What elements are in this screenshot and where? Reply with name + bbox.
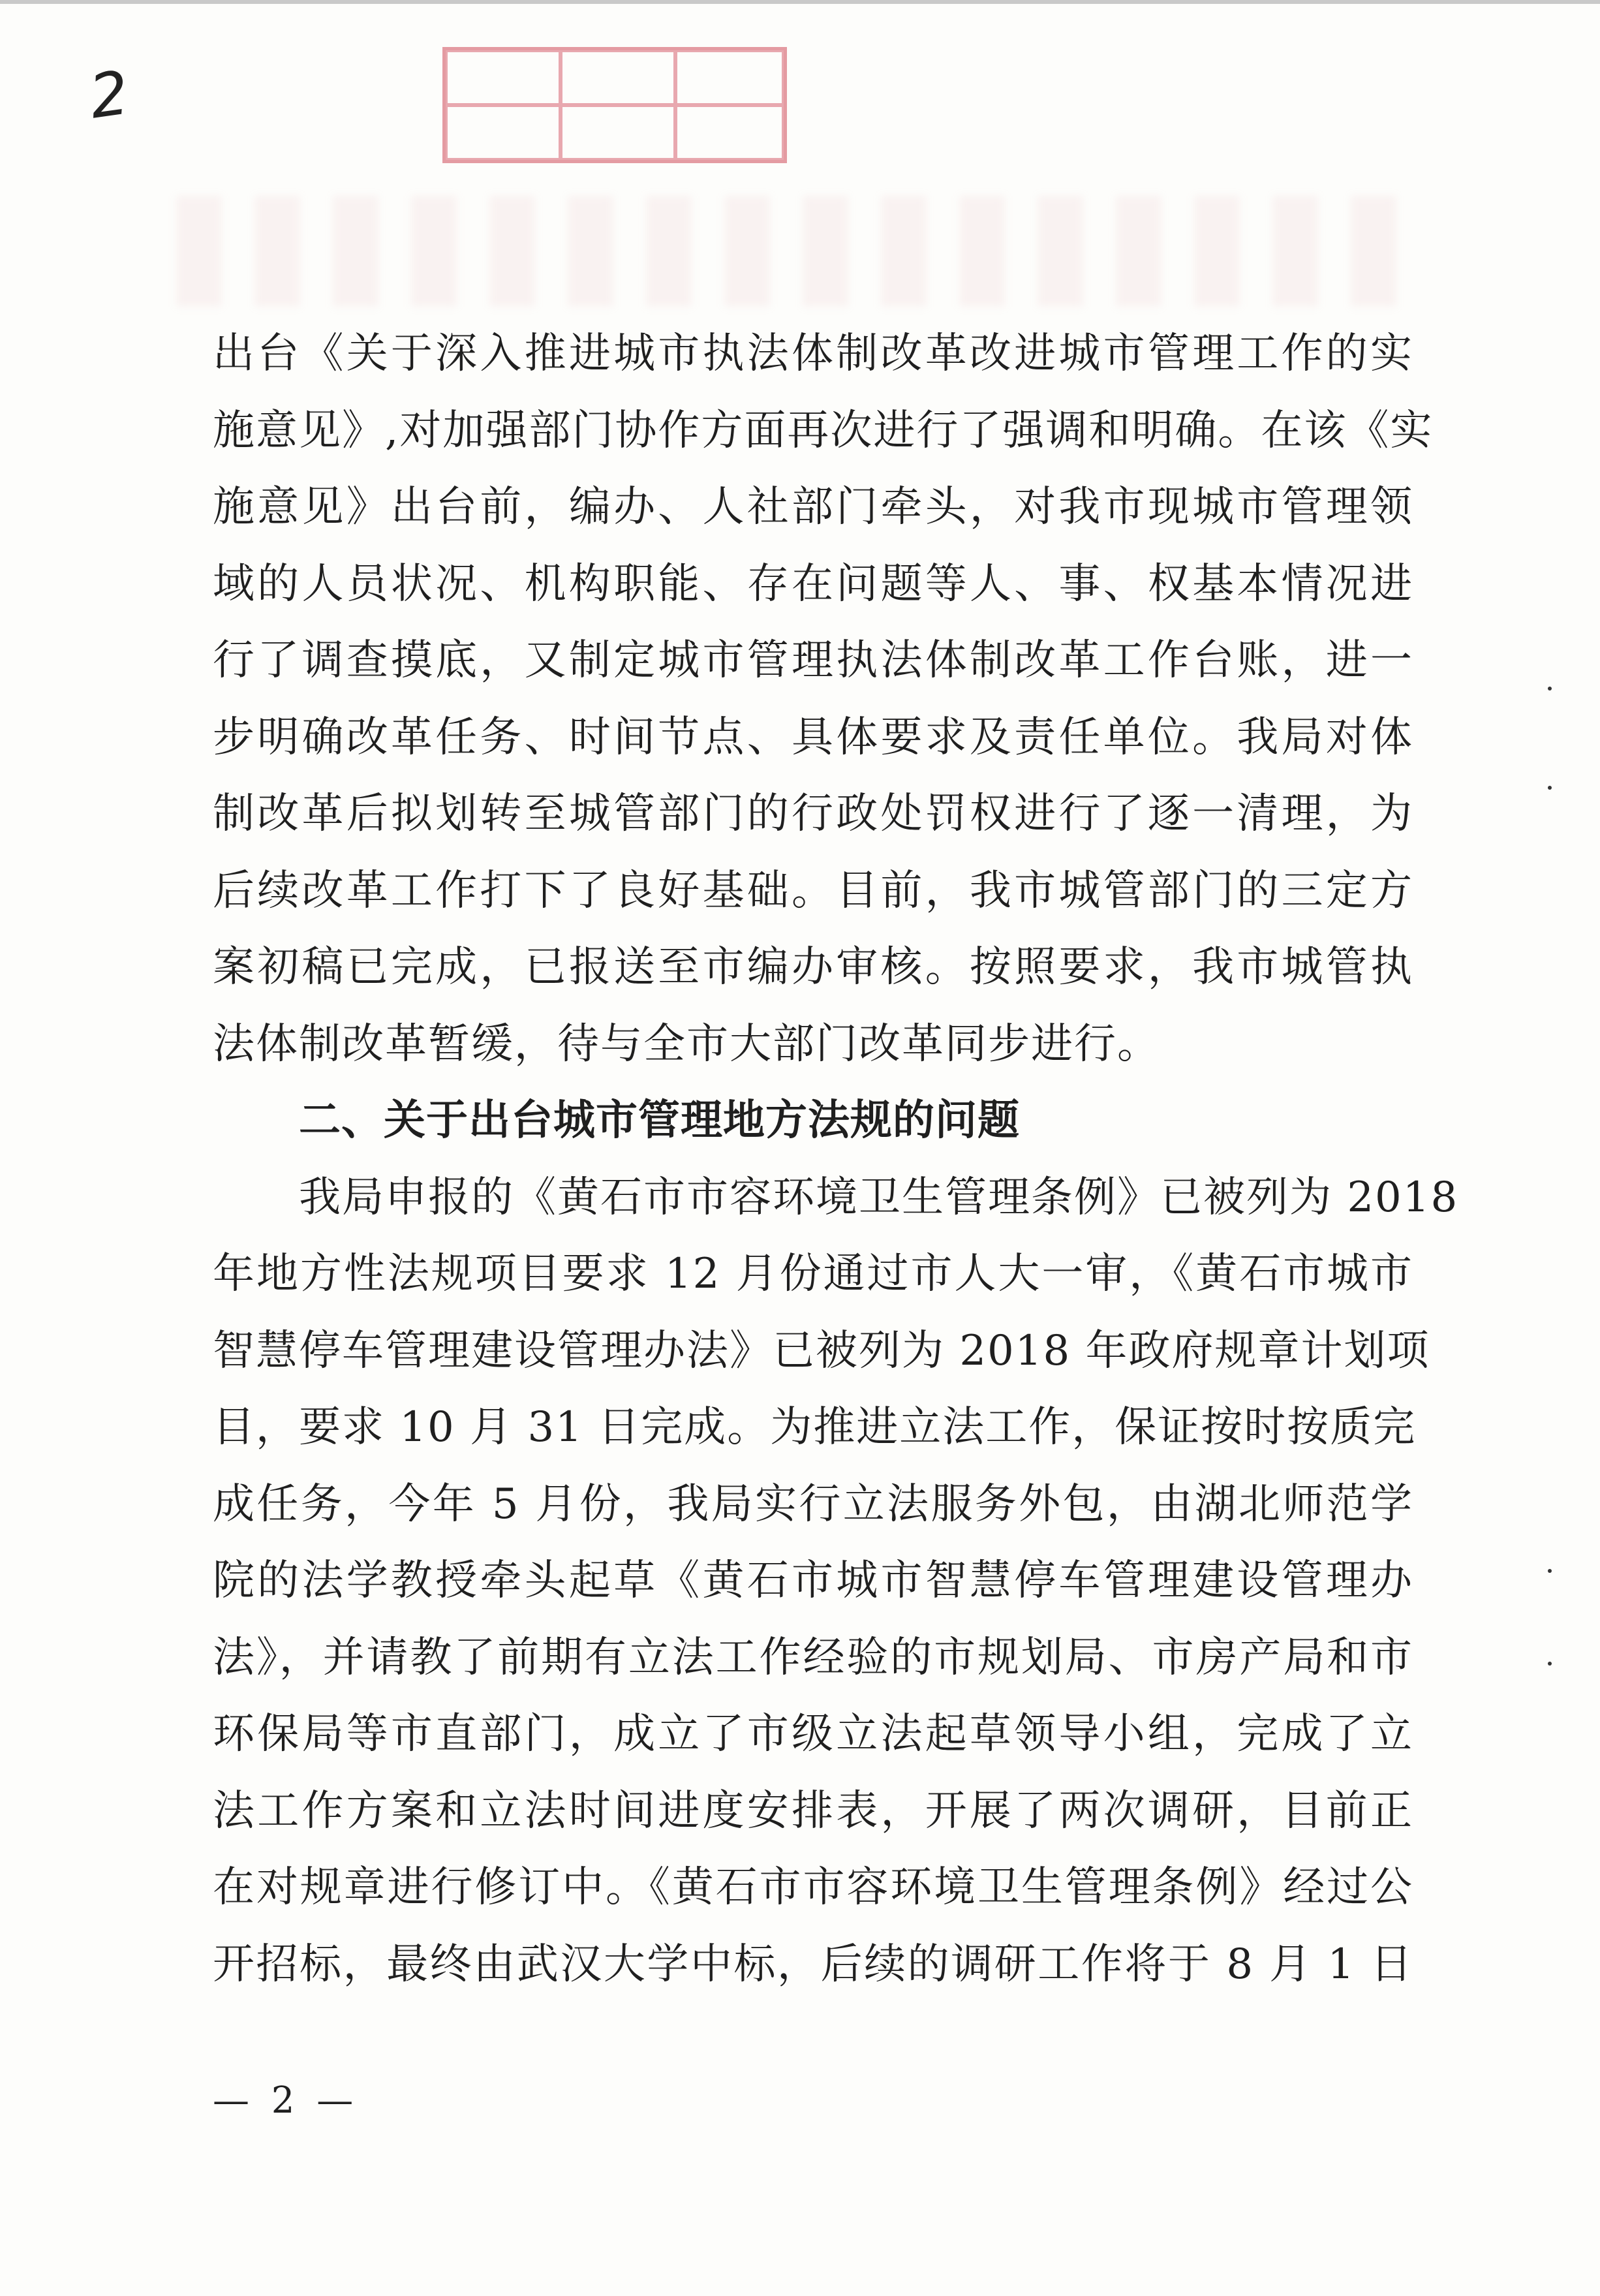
body-line: 案初稿已完成，已报送至市编办审核。按照要求，我市城管执 — [213, 943, 1413, 991]
body-line: 年地方性法规项目要求 12 月份通过市人大一审，《黄石市城市 — [213, 1250, 1413, 1298]
handwritten-page-mark: 2 — [85, 57, 133, 132]
body-line: 步明确改革任务、时间节点、具体要求及责任单位。我局对体 — [213, 713, 1413, 762]
scan-top-edge — [0, 0, 1600, 4]
margin-speck — [1548, 687, 1552, 690]
page-number: — 2 — — [213, 2079, 359, 2122]
body-line: 法体制改革暂缓，待与全市大部门改革同步进行。 — [213, 1019, 1160, 1068]
body-line: 制改革后拟划转至城管部门的行政处罚权进行了逐一清理，为 — [213, 790, 1413, 838]
stamp-cell — [675, 50, 784, 105]
body-line: 行了调查摸底，又制定城市管理执法体制改革工作台账，进一 — [213, 636, 1413, 685]
body-line: 在对规章进行修订中。《黄石市市容环境卫生管理条例》经过公 — [213, 1863, 1413, 1912]
body-line: 院的法学教授牵头起草《黄石市城市智慧停车管理建设管理办 — [213, 1557, 1413, 1605]
body-line: 施意见》,对加强部门协作方面再次进行了强调和明确。在该《实 — [213, 406, 1434, 455]
body-line: 成任务，今年 5 月份，我局实行立法服务外包，由湖北师范学 — [213, 1480, 1413, 1528]
bleed-through-header — [176, 196, 1416, 307]
stamp-cell — [446, 105, 561, 160]
receipt-stamp — [442, 47, 787, 163]
body-line: 法工作方案和立法时间进度安排表，开展了两次调研，目前正 — [213, 1786, 1413, 1835]
margin-speck — [1548, 786, 1552, 790]
body-line: 环保局等市直部门，成立了市级立法起草领导小组，完成了立 — [213, 1710, 1413, 1758]
stamp-cell — [675, 105, 784, 160]
body-line: 开招标，最终由武汉大学中标，后续的调研工作将于 8 月 1 日 — [213, 1940, 1413, 1989]
margin-speck — [1548, 1662, 1552, 1666]
margin-speck — [1548, 1569, 1552, 1573]
body-line: 域的人员状况、机构职能、存在问题等人、事、权基本情况进 — [213, 559, 1413, 608]
body-line: 后续改革工作打下了良好基础。目前，我市城管部门的三定方 — [213, 866, 1413, 915]
stamp-cell — [561, 105, 675, 160]
stamp-cell — [446, 50, 561, 105]
body-line: 法》，并请教了前期有立法工作经验的市规划局、市房产局和市 — [213, 1633, 1413, 1682]
body-line: 智慧停车管理建设管理办法》已被列为 2018 年政府规章计划项 — [213, 1326, 1430, 1375]
body-line: 目，要求 10 月 31 日完成。为推进立法工作，保证按时按质完 — [213, 1403, 1417, 1451]
document-body — [213, 316, 1459, 2003]
stamp-cell — [561, 50, 675, 105]
section-heading: 二、关于出台城市管理地方法规的问题 — [299, 1096, 1020, 1145]
body-line: 出台《关于深入推进城市执法体制改革改进城市管理工作的实 — [213, 330, 1413, 378]
body-line: 我局申报的《黄石市市容环境卫生管理条例》已被列为 2018 — [299, 1173, 1459, 1222]
body-line: 施意见》出台前，编办、人社部门牵头，对我市现城市管理领 — [213, 483, 1413, 531]
